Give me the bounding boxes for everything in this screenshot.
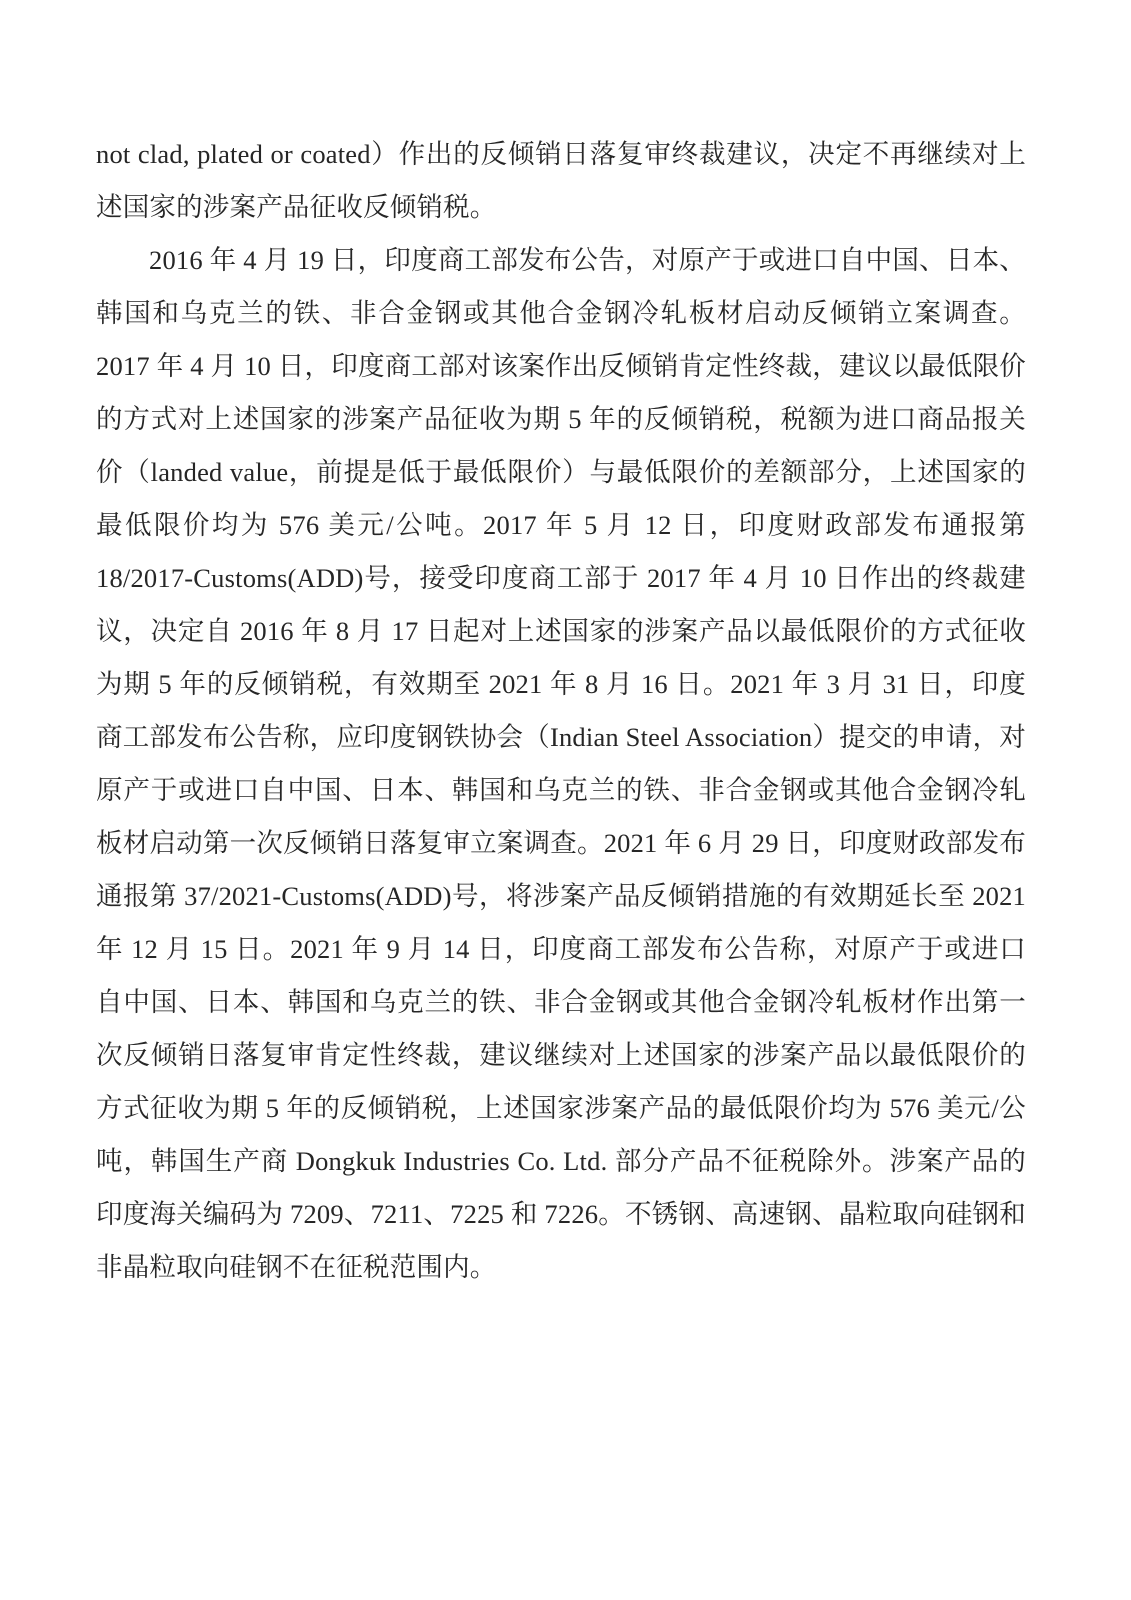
paragraph-continuation: not clad, plated or coated）作出的反倾销日落复审终裁建议，决定不再继续对上述国家的涉案产品征收反倾销税。 [96, 139, 1026, 222]
page-body [96, 128, 1026, 1294]
paragraph-india-antidumping: 2016 年 4 月 19 日，印度商工部发布公告，对原产于或进口自中国、日本、韩国和乌克兰的铁、非合金钢或其他合金钢冷轧板材启动反倾销立案调查。2017 年 4 月 10 日，印度商工部对该案作出反倾销肯定性终裁，建议以最低限价的方式对上述国家的涉案产品征收为期 5 年的反倾销税，税额为进口商品报关价（landed value，前提是低于最低限价）与最低限价的差额部分，上述国家的最低限价均为 576 美元/公吨。2017 年 5 月 12 日，印度财政部发布通报第 18/2017-Customs(ADD)号，接受印度商工部于 2017 年 4 月 10 日作出的终裁建议，决定自 2016 年 8 月 17 日起对上述国家的涉案产品以最低限价的方式征收为期 5 年的反倾销税，有效期至 2021 年 8 月 16 日。2021 年 3 月 31 日，印度商工部发布公告称，应印度钢铁协会（Indian Steel Association）提交的申请，对原产于或进口自中国、日本、韩国和乌克兰的铁、非合金钢或其他合金钢冷轧板材启动第一次反倾销日落复审立案调查。2021 年 6 月 29 日，印度财政部发布通报第 37/2021-Customs(ADD)号，将涉案产品反倾销措施的有效期延长至 2021 年 12 月 15 日。2021 年 9 月 14 日，印度商工部发布公告称，对原产于或进口自中国、日本、韩国和乌克兰的铁、非合金钢或其他合金钢冷轧板材作出第一次反倾销日落复审肯定性终裁，建议继续对上述国家的涉案产品以最低限价的方式征收为期 5 年的反倾销税，上述国家涉案产品的最低限价均为 576 美元/公吨，韩国生产商 Dongkuk Industries Co. Ltd. 部分产品不征税除外。涉案产品的印度海关编码为 7209、7211、7225 和 7226。不锈钢、高速钢、晶粒取向硅钢和非晶粒取向硅钢不在征税范围内。 [96, 245, 1026, 1282]
